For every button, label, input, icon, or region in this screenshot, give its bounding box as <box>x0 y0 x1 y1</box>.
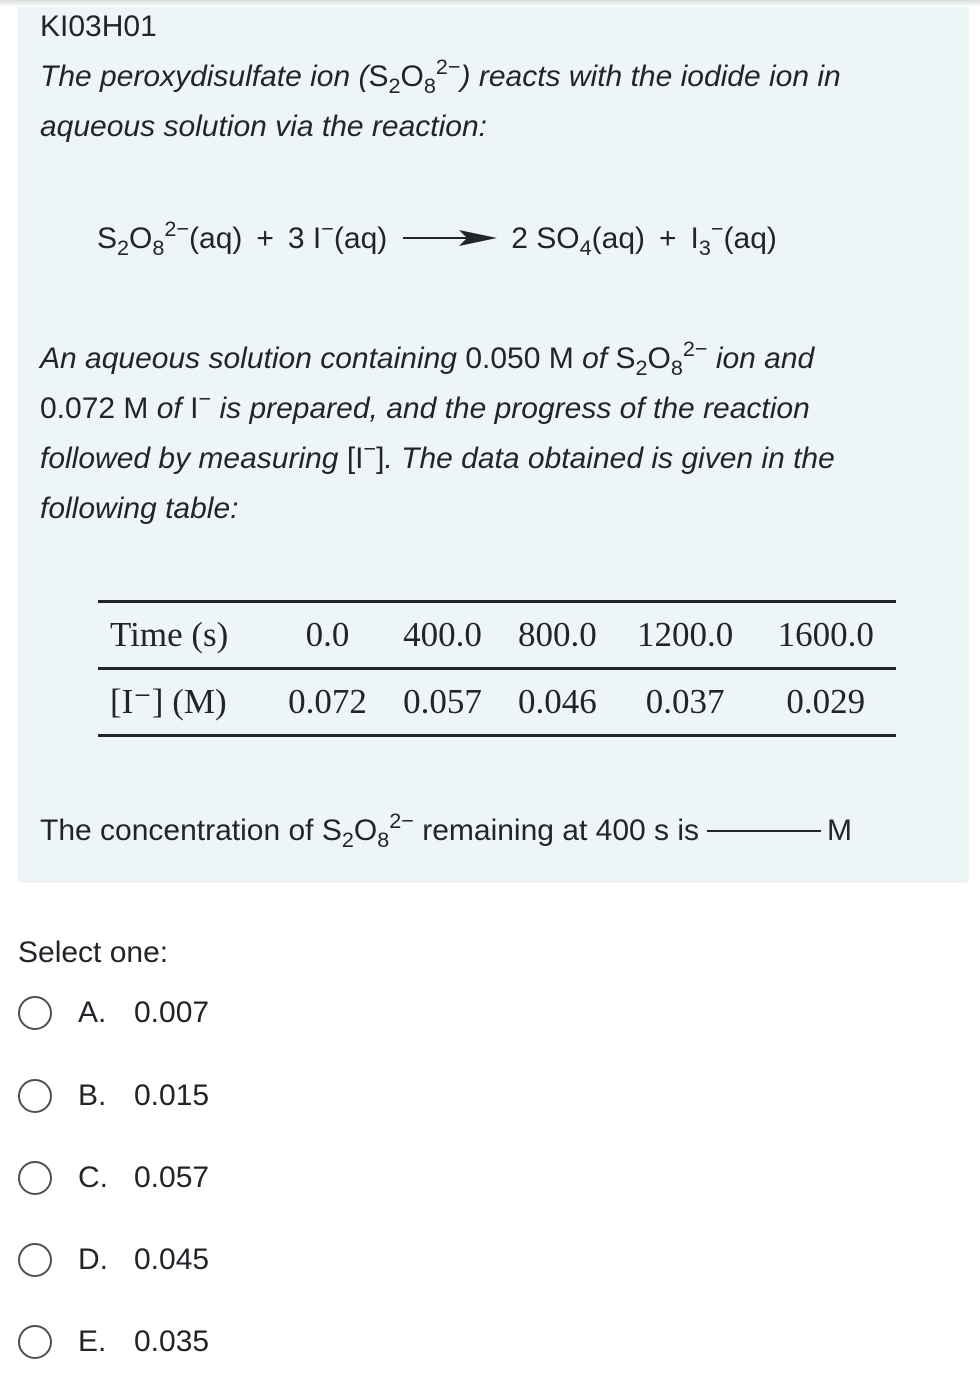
table-cell: 0.029 <box>786 682 866 721</box>
table-cell: 400.0 <box>403 615 482 654</box>
option-a[interactable] <box>18 992 209 1034</box>
top-shadow <box>0 0 980 7</box>
option-e[interactable] <box>18 1321 209 1363</box>
intro-text: The peroxydisulfate ion $(S_2O_8^{2-})$ reacts with the iodide ion in aqueous solution via the reaction: <box>40 54 841 143</box>
option-letter: E. <box>78 1325 107 1358</box>
data-table <box>98 600 896 737</box>
option-value: 0.035 <box>134 1325 210 1358</box>
option-c[interactable] <box>18 1157 209 1199</box>
option-value: 0.015 <box>134 1079 210 1112</box>
option-value: 0.045 <box>134 1243 210 1276</box>
radio-icon[interactable] <box>18 1161 52 1195</box>
table-cell: 0.0 <box>305 615 350 654</box>
table-cell: 1600.0 <box>777 615 874 654</box>
table-cell: 0.057 <box>403 682 482 721</box>
table-header-cell: [I⁻] (M) <box>110 682 227 721</box>
radio-icon[interactable] <box>18 1079 52 1113</box>
reaction-equation: $S_2O_8^{2-}(aq)$ + 3 I−(aq) 2 $SO_4(aq)$ + $I_3^-(aq)$ <box>97 216 777 260</box>
table-cell: 0.072 <box>288 682 367 721</box>
table-cell: 800.0 <box>518 615 597 654</box>
option-letter: D. <box>78 1243 108 1276</box>
question-prompt: The concentration of $S_2O_8^{2-}$ remaining at 400 s is M <box>40 808 853 852</box>
table-cell: 0.037 <box>645 682 725 721</box>
solution-description: An aqueous solution containing 0.050 M of $S_2O_8^{2-}$ ion and 0.072 M of I− is prepared, and the progress of the reaction followed by measuring [I−]. The data obtained is given in the following table: <box>40 336 835 525</box>
answer-blank <box>707 830 821 832</box>
table-row <box>98 602 896 669</box>
table-row <box>98 669 896 736</box>
option-letter: A. <box>78 996 107 1029</box>
option-value: 0.057 <box>134 1161 210 1194</box>
table-cell: 0.046 <box>518 682 597 721</box>
option-d[interactable] <box>18 1239 209 1281</box>
table-header-cell: Time (s) <box>110 615 229 654</box>
radio-icon[interactable] <box>18 1325 52 1359</box>
select-one-label: Select one: <box>18 936 169 969</box>
radio-icon[interactable] <box>18 996 52 1030</box>
question-id: KI03H01 <box>40 10 157 43</box>
right-arrow-icon <box>403 222 499 256</box>
option-letter: C. <box>78 1161 108 1194</box>
table-cell: 1200.0 <box>637 615 734 654</box>
option-letter: B. <box>78 1079 107 1112</box>
option-value: 0.007 <box>134 996 210 1029</box>
option-b[interactable] <box>18 1075 209 1117</box>
radio-icon[interactable] <box>18 1243 52 1277</box>
